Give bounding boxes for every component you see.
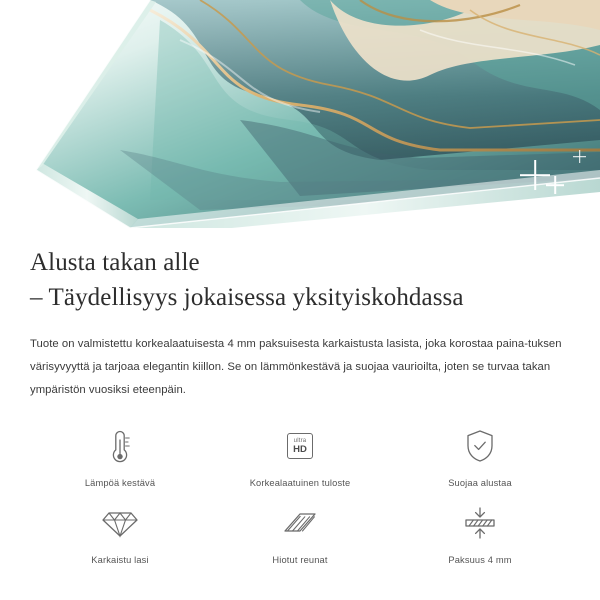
polished-edges-icon: [281, 500, 319, 546]
thickness-icon: [461, 500, 499, 546]
feature-label: Karkaistu lasi: [91, 555, 149, 566]
shield-check-icon: [463, 423, 497, 469]
feature-thickness: [390, 500, 570, 565]
thermometer-icon: [103, 423, 137, 469]
feature-tempered-glass: [30, 500, 210, 565]
feature-label: Korkealaatuinen tuloste: [249, 478, 351, 489]
feature-label: Suojaa alustaa: [448, 478, 512, 489]
description-paragraph: Tuote on valmistettu korkealaatuisesta 4 mm paksuisesta karkaistusta lasista, joka korostaa paina-tuksen värisyvyyttä ja tarjoaa elegantin kiillon. Se on lämmönkestävä ja suojaa vaurioilta, joten se turvaa takan ympäristön vuosiksi eteenpäin.: [30, 338, 562, 396]
headline-line-1: Alusta takan alle: [30, 249, 200, 276]
feature-polished-edges: [210, 500, 390, 565]
ultra-hd-icon: [287, 423, 313, 469]
marble-glass-artwork: [0, 0, 600, 228]
ultra-hd-bottom-text: HD: [293, 444, 307, 456]
page-title: [30, 246, 570, 315]
hero-image: [0, 0, 600, 228]
ultra-hd-top-text: ultra: [293, 438, 307, 445]
feature-label: Paksuus 4 mm: [448, 555, 512, 566]
feature-label: Hiotut reunat: [272, 555, 328, 566]
feature-label: Lämpöä kestävä: [84, 478, 156, 489]
feature-high-quality-print: [210, 423, 390, 488]
diamond-icon: [100, 500, 140, 546]
feature-protects-surface: [390, 423, 570, 488]
feature-heat-resistant: [30, 423, 210, 488]
feature-grid: [30, 423, 570, 565]
content-area: [0, 246, 600, 565]
headline-line-2: – Täydellisyys jokaisessa yksityiskohdassa: [30, 283, 464, 311]
